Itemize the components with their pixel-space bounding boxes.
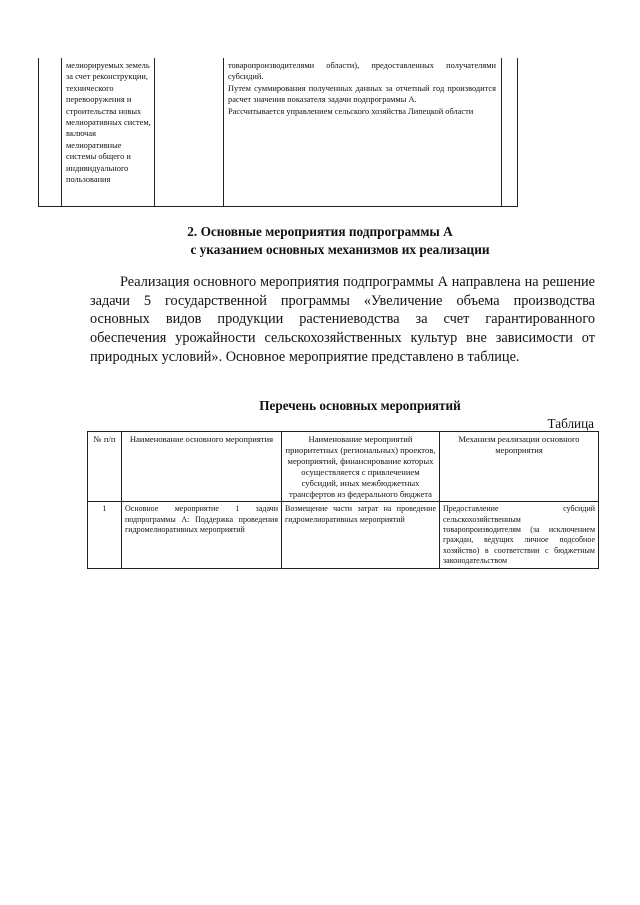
paragraph-text: Реализация основного мероприятия подпрограммы А направлена на решение задачи 5 государственной программы «Увеличение объема производства основных видов продукции растениеводства за счет гарантированного обеспечения урожайности сельскохозяйственных культур вне зависимости от природных условий». Основное мероприятие представлено в таблице. — [90, 274, 595, 365]
cell-mechanism: Предоставление субсидий сельскохозяйственным товаропроизводителям (за исключением граждан, ведущих личное подсобное хозяйство) в соответствии с бюджетным законодательством — [440, 502, 599, 569]
method-line: Путем суммирования полученных данных за отчетный год производится расчет значения показателя задачи подпрограммы А. — [228, 83, 496, 105]
list-title: Перечень основных мероприятий — [259, 398, 461, 413]
header-num: № п/п — [88, 432, 122, 502]
table-header-row — [88, 432, 599, 502]
cell-main-event: Основное мероприятие 1 задачи подпрограммы А: Поддержка проведения гидромелиоративных мероприятий — [122, 502, 282, 569]
cell-num: 1 — [88, 502, 122, 569]
table-label: Таблица — [547, 416, 594, 431]
table-column-divider — [223, 58, 224, 206]
table-column-divider — [61, 58, 62, 206]
section-heading-line1: 2. Основные мероприятия подпрограммы А — [187, 224, 453, 239]
table-row — [88, 502, 599, 569]
table-column-divider — [501, 58, 502, 206]
header-mechanism: Механизм реализации основного мероприятия — [440, 432, 599, 502]
header-main-event: Наименование основного мероприятия — [122, 432, 282, 502]
header-projects: Наименование мероприятий приоритетных (региональных) проектов, мероприятий, финансирование которых осуществляется с привлечением субсидий, иных межбюджетных трансфертов из федерального бюджета — [282, 432, 440, 502]
main-events-table — [87, 431, 599, 569]
table-column-divider — [154, 58, 155, 206]
continuation-table — [38, 58, 518, 207]
body-paragraph — [90, 273, 595, 367]
cell-projects: Возмещение части затрат на проведение гидромелиоративных мероприятий — [282, 502, 440, 569]
method-line: товаропроизводителями области), предоставленных получателями субсидий. — [228, 61, 496, 82]
continuation-cell-indicator-name: мелиорируемых земель за счет реконструкции, технического перевооружения и строительства новых мелиоративных систем, включая мелиоративные системы общего и индивидуального пользования — [66, 61, 151, 185]
section-heading-line2: с указанием основных механизмов их реализации — [190, 242, 490, 257]
method-line: Рассчитывается управлением сельского хозяйства Липецкой области — [228, 106, 474, 116]
continuation-cell-method — [228, 60, 496, 117]
